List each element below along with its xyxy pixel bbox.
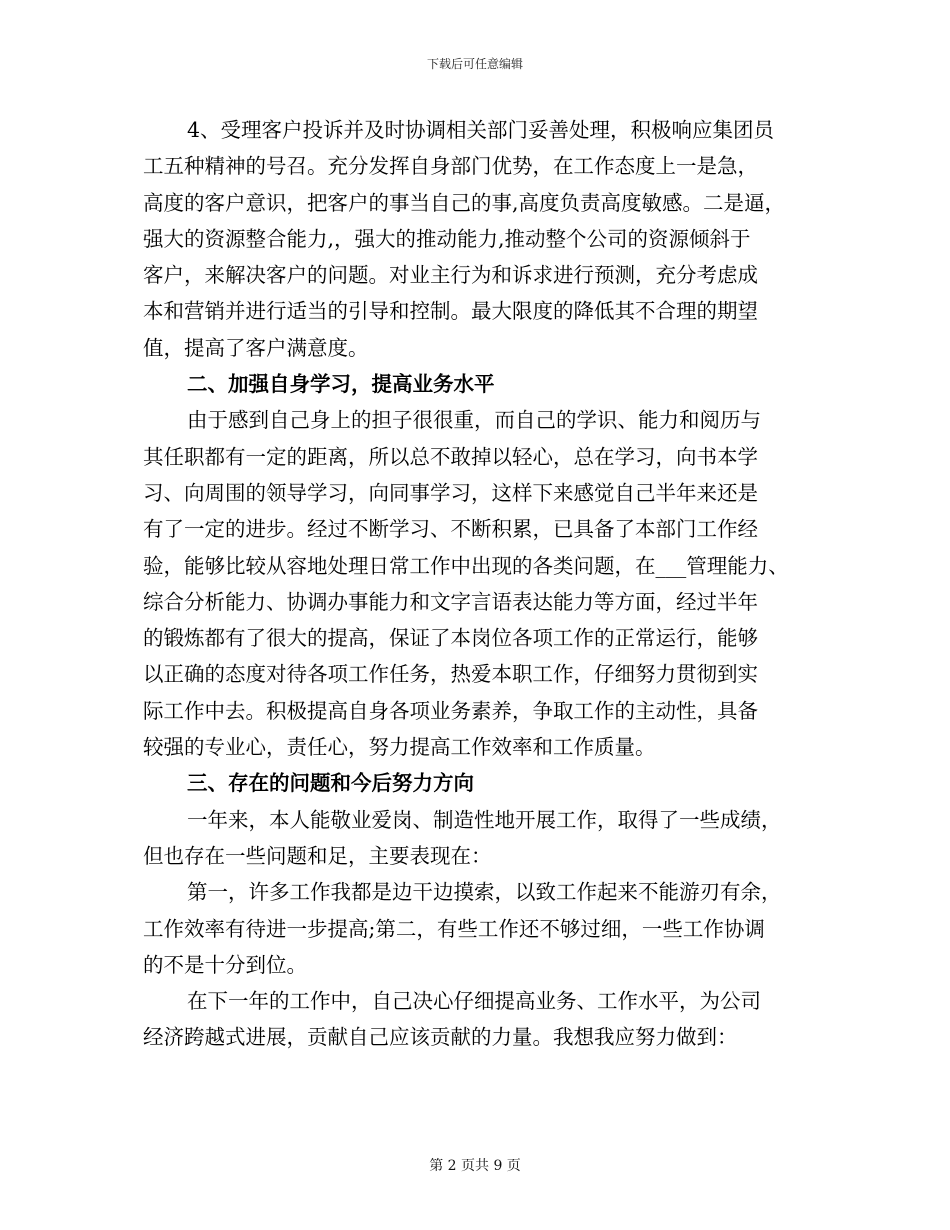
paragraph-line: 第一，许多工作我都是边干边摸索，以致工作起来不能游刃有余，: [187, 880, 782, 905]
paragraph-line: 本和营销并进行适当的引导和控制。最大限度的降低其不合理的期望: [143, 299, 758, 324]
document-body: [143, 112, 823, 1056]
paragraph-line: 但也存在一些问题和足，主要表现在：: [143, 843, 492, 868]
paragraph-line: 在下一年的工作中，自己决心仔细提高业务、工作水平，为公司: [187, 989, 761, 1014]
page-header-note: 下载后可任意编辑: [426, 57, 523, 71]
paragraph-line: 际工作中去。积极提高自身各项业务素养，争取工作的主动性，具备: [143, 698, 758, 723]
paragraph-line: 经济跨越式进展，贡献自己应该贡献的力量。我想我应努力做到：: [143, 1025, 738, 1050]
section-heading-2: 二、加强自身学习，提高业务水平: [187, 372, 495, 397]
paragraph-line: 4、受理客户投诉并及时协调相关部门妥善处理，积极响应集团员: [187, 118, 775, 142]
page-number-footer: 第 2 页共 9 页: [429, 1158, 521, 1174]
paragraph-line: 习、向周围的领导学习，向同事学习，这样下来感觉自己半年来还是: [143, 480, 758, 505]
paragraph-line: 一年来，本人能敬业爱岗、制造性地开展工作，取得了一些成绩，: [187, 807, 782, 832]
paragraph-line: 较强的专业心，责任心，努力提高工作效率和工作质量。: [143, 735, 656, 760]
paragraph-line: 工作效率有待进一步提高;第二，有些工作还不够过细，一些工作协调: [143, 916, 765, 941]
paragraph-line: 工五种精神的号召。充分发挥自身部门优势，在工作态度上一是急，: [143, 154, 758, 179]
paragraph-line: 值，提高了客户满意度。: [143, 335, 369, 360]
paragraph-line: 验，能够比较从容地处理日常工作中出现的各类问题，在___管理能力、: [143, 553, 789, 578]
paragraph-line: 以正确的态度对待各项工作任务，热爱本职工作，仔细努力贯彻到实: [143, 662, 758, 687]
paragraph-line: 客户，来解决客户的问题。对业主行为和诉求进行预测，充分考虑成: [143, 263, 758, 288]
paragraph-line: 的锻炼都有了很大的提高，保证了本岗位各项工作的正常运行，能够: [143, 626, 758, 651]
paragraph-line: 有了一定的进步。经过不断学习、不断积累，已具备了本部门工作经: [143, 517, 758, 542]
paragraph-line: 综合分析能力、协调办事能力和文字言语表达能力等方面，经过半年: [143, 589, 758, 614]
paragraph-line: 强大的资源整合能力,，强大的推动能力,推动整个公司的资源倾斜于: [143, 226, 751, 251]
paragraph-line: 高度的客户意识，把客户的事当自己的事,高度负责高度敏感。二是逼，: [143, 190, 786, 215]
paragraph-line: 其任职都有一定的距离，所以总不敢掉以轻心，总在学习，向书本学: [143, 444, 758, 469]
section-heading-3: 三、存在的问题和今后努力方向: [187, 771, 474, 796]
paragraph-line: 由于感到自己身上的担子很很重，而自己的学识、能力和阅历与: [187, 408, 761, 433]
paragraph-line: 的不是十分到位。: [143, 952, 307, 977]
